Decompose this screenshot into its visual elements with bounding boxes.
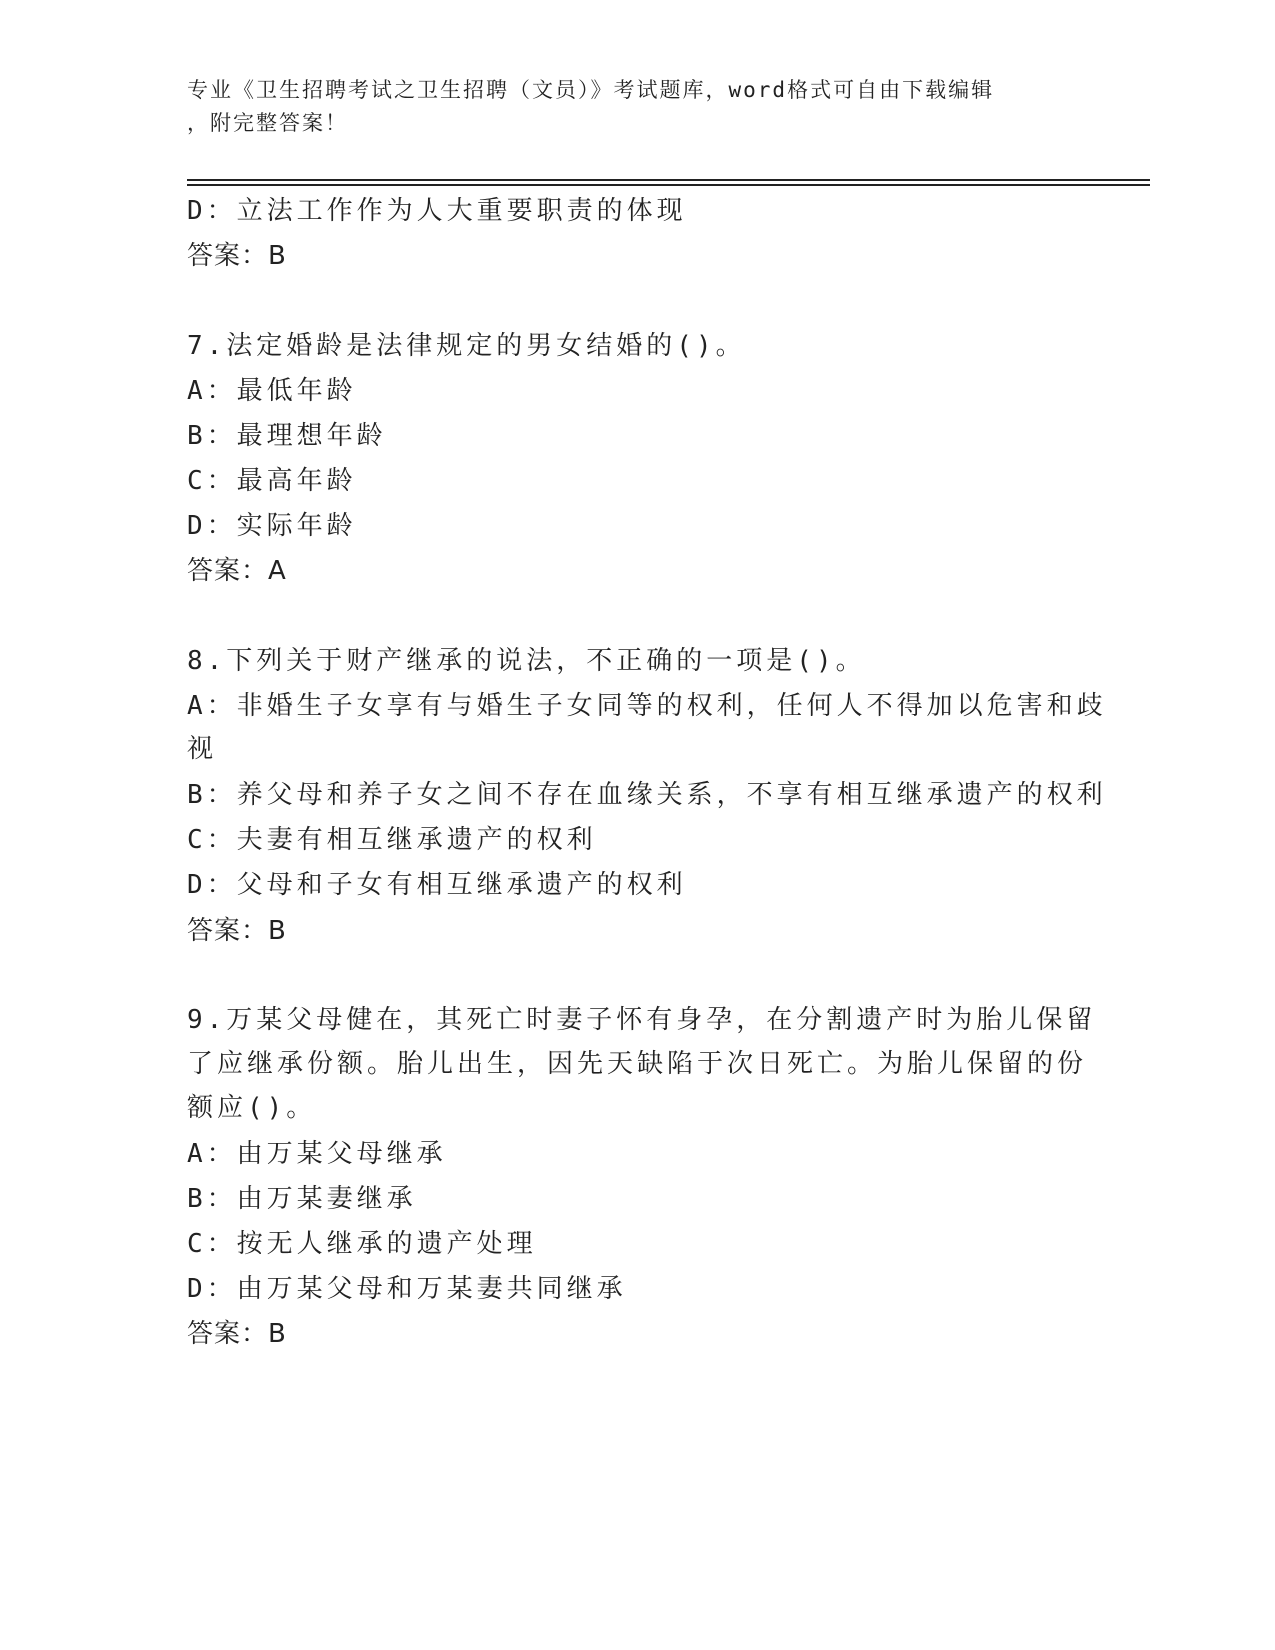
- q6-answer: 答案：B: [187, 241, 287, 271]
- q7-option-b: B：最理想年龄: [187, 421, 387, 451]
- document-header: [187, 74, 1067, 140]
- q9-stem-line-1: 9.万某父母健在，其死亡时妻子怀有身孕，在分割遗产时为胎儿保留: [187, 1005, 1097, 1035]
- q8-option-a-line-1: A：非婚生子女享有与婚生子女同等的权利，任何人不得加以危害和歧: [187, 691, 1107, 721]
- q7-option-c: C：最高年龄: [187, 466, 357, 496]
- q8-option-b: B：养父母和养子女之间不存在血缘关系，不享有相互继承遗产的权利: [187, 780, 1107, 810]
- q9-stem-line-2: 了应继承份额。胎儿出生，因先天缺陷于次日死亡。为胎儿保留的份: [187, 1049, 1088, 1079]
- header-line-2: ，附完整答案！: [187, 111, 348, 135]
- q7-answer: 答案：A: [187, 556, 287, 586]
- q7-option-a: A：最低年龄: [187, 376, 357, 406]
- q9-option-c: C：按无人继承的遗产处理: [187, 1229, 537, 1259]
- q8-answer: 答案：B: [187, 916, 287, 946]
- header-divider-bottom: [187, 184, 1150, 186]
- header-divider-top: [187, 179, 1150, 181]
- q8-option-c: C：夫妻有相互继承遗产的权利: [187, 825, 597, 855]
- q9-option-d: D：由万某父母和万某妻共同继承: [187, 1274, 627, 1304]
- q8-option-a-line-2: 视: [187, 734, 218, 764]
- q9-answer: 答案：B: [187, 1319, 287, 1349]
- q7-stem: 7.法定婚龄是法律规定的男女结婚的()。: [187, 331, 746, 361]
- q7-option-d: D：实际年龄: [187, 511, 357, 541]
- q9-option-a: A：由万某父母继承: [187, 1139, 447, 1169]
- q9-stem-line-3: 额应()。: [187, 1093, 317, 1123]
- q6-option-d: D：立法工作作为人大重要职责的体现: [187, 196, 687, 226]
- header-line-1: 专业《卫生招聘考试之卫生招聘（文员）》考试题库，word格式可自由下载编辑: [187, 78, 995, 102]
- q8-option-d: D：父母和子女有相互继承遗产的权利: [187, 870, 687, 900]
- q8-stem: 8.下列关于财产继承的说法，不正确的一项是()。: [187, 646, 866, 676]
- q9-option-b: B：由万某妻继承: [187, 1184, 417, 1214]
